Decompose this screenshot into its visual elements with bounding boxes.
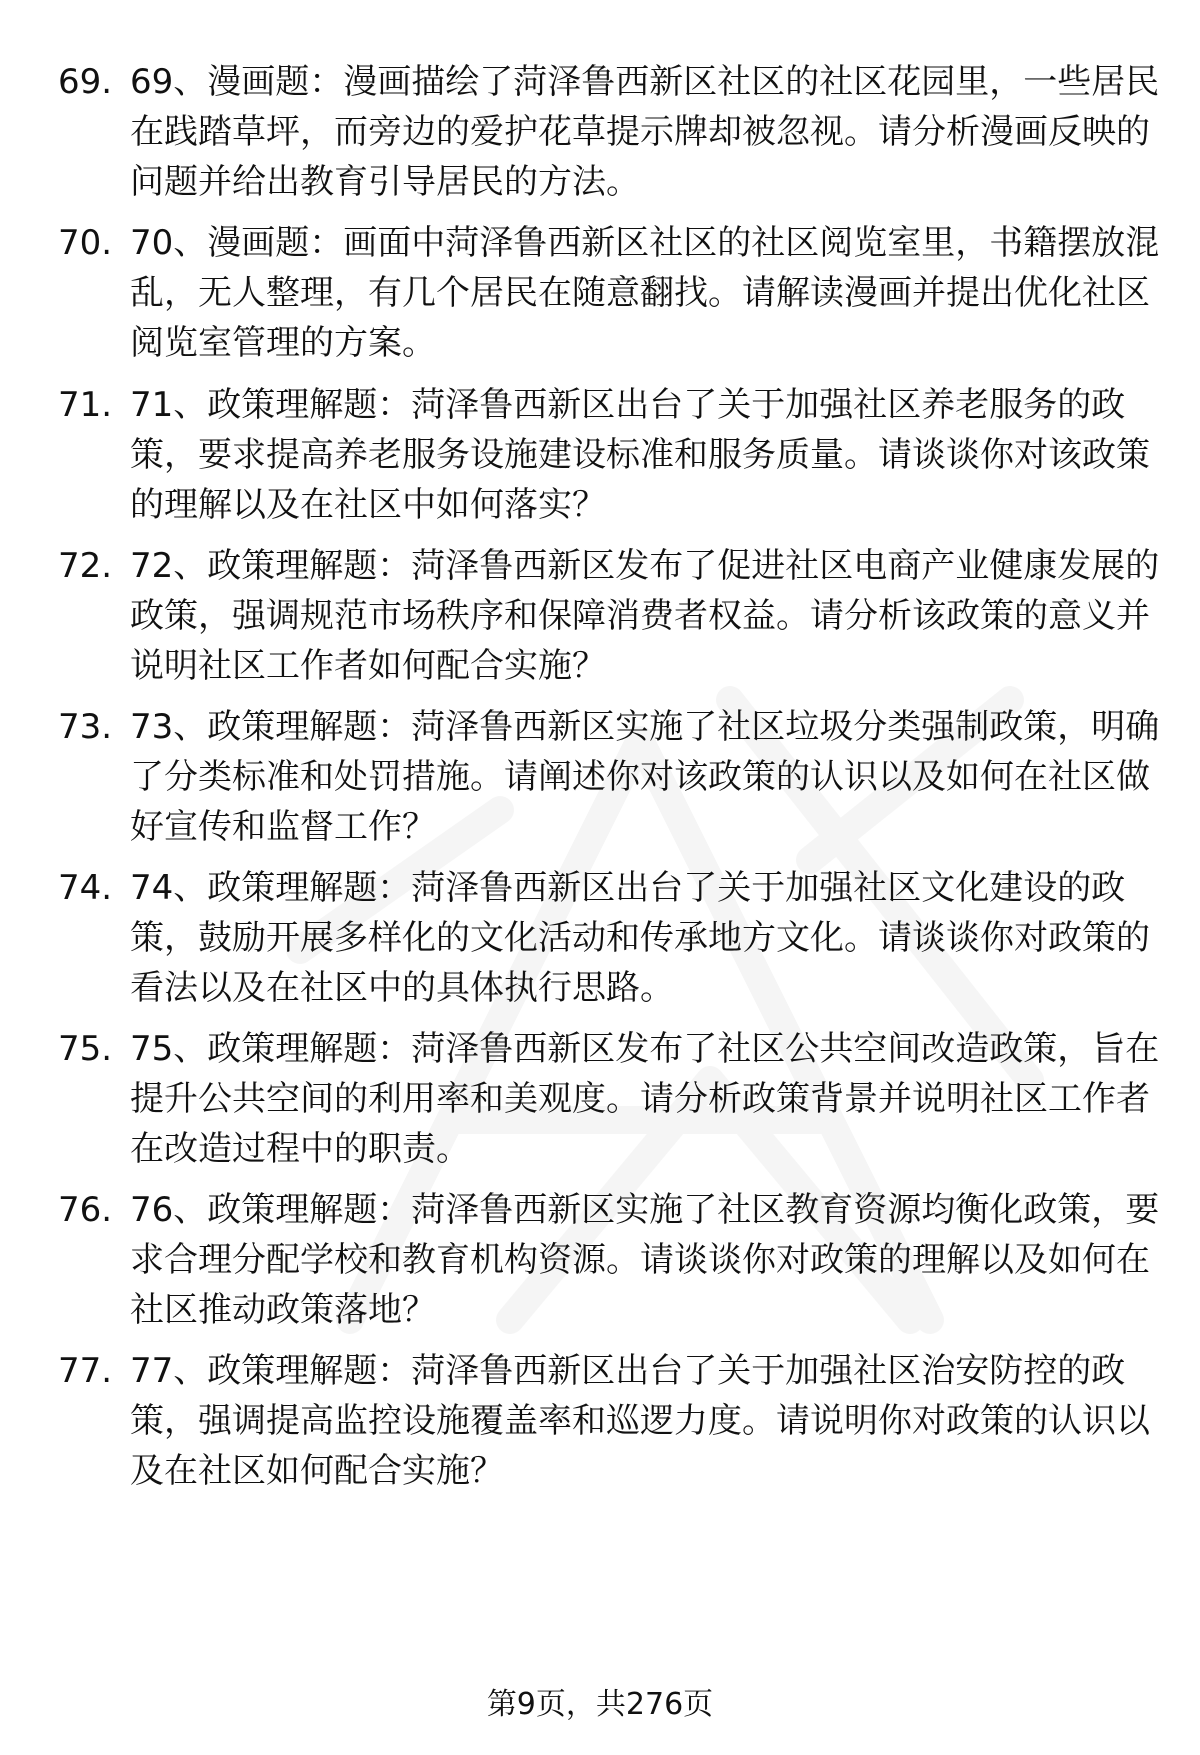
page-footer: 第9页，共276页 bbox=[486, 1687, 714, 1722]
question-text: 76、政策理解题：菏泽鲁西新区实施了社区教育资源均衡化政策，要求合理分配学校和教育机构资源。请谈谈你对政策的理解以及如何在社区推动政策落地？ bbox=[130, 1190, 1160, 1330]
question-text: 70、漫画题：画面中菏泽鲁西新区社区的社区阅览室里，书籍摆放混乱，无人整理，有几个居民在随意翻找。请解读漫画并提出优化社区阅览室管理的方案。 bbox=[130, 223, 1160, 363]
question-item-70 bbox=[58, 218, 1158, 368]
question-number: 77. bbox=[58, 1351, 113, 1391]
question-item-77 bbox=[58, 1346, 1158, 1496]
question-text: 69、漫画题：漫画描绘了菏泽鲁西新区社区的社区花园里，一些居民在践踏草坪，而旁边的爱护花草提示牌却被忽视。请分析漫画反映的问题并给出教育引导居民的方法。 bbox=[130, 62, 1160, 202]
question-number: 75. bbox=[58, 1029, 113, 1069]
question-number: 70. bbox=[58, 223, 113, 263]
question-number: 72. bbox=[58, 546, 113, 586]
question-number: 69. bbox=[58, 62, 113, 102]
question-number: 71. bbox=[58, 385, 113, 425]
question-text: 75、政策理解题：菏泽鲁西新区发布了社区公共空间改造政策，旨在提升公共空间的利用率和美观度。请分析政策背景并说明社区工作者在改造过程中的职责。 bbox=[130, 1029, 1160, 1169]
question-text: 74、政策理解题：菏泽鲁西新区出台了关于加强社区文化建设的政策，鼓励开展多样化的文化活动和传承地方文化。请谈谈你对政策的看法以及在社区中的具体执行思路。 bbox=[130, 868, 1150, 1008]
question-item-74 bbox=[58, 863, 1158, 1013]
question-item-69 bbox=[58, 57, 1158, 207]
question-item-71 bbox=[58, 380, 1158, 530]
question-text: 73、政策理解题：菏泽鲁西新区实施了社区垃圾分类强制政策，明确了分类标准和处罚措施。请阐述你对该政策的认识以及如何在社区做好宣传和监督工作？ bbox=[130, 707, 1160, 847]
question-number: 74. bbox=[58, 868, 113, 908]
question-text: 71、政策理解题：菏泽鲁西新区出台了关于加强社区养老服务的政策，要求提高养老服务设施建设标准和服务质量。请谈谈你对该政策的理解以及在社区中如何落实？ bbox=[130, 385, 1150, 525]
question-item-75 bbox=[58, 1024, 1158, 1174]
question-text: 77、政策理解题：菏泽鲁西新区出台了关于加强社区治安防控的政策，强调提高监控设施覆盖率和巡逻力度。请说明你对政策的认识以及在社区如何配合实施？ bbox=[130, 1351, 1150, 1491]
question-item-73 bbox=[58, 702, 1158, 852]
question-item-72 bbox=[58, 541, 1158, 691]
question-number: 76. bbox=[58, 1190, 113, 1230]
question-number: 73. bbox=[58, 707, 113, 747]
question-item-76 bbox=[58, 1185, 1158, 1335]
question-text: 72、政策理解题：菏泽鲁西新区发布了促进社区电商产业健康发展的政策，强调规范市场秩序和保障消费者权益。请分析该政策的意义并说明社区工作者如何配合实施？ bbox=[130, 546, 1160, 686]
